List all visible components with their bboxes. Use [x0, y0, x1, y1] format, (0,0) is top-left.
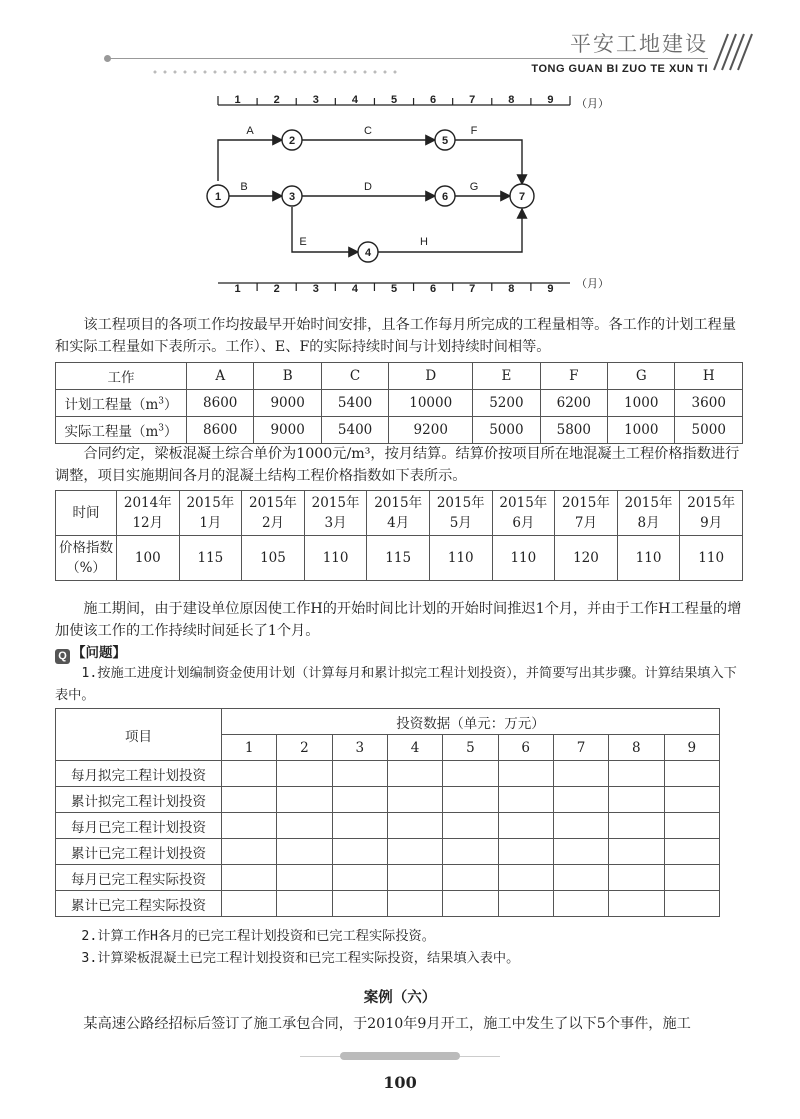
table-row [56, 363, 743, 390]
table-row [56, 417, 743, 444]
investment-empty-cell [553, 761, 608, 787]
index-value-cell: 120 [555, 536, 618, 581]
month-header-cell: 3 [332, 735, 387, 761]
node-label-5: 5 [441, 135, 449, 147]
period-cell [179, 491, 242, 536]
actual-d: 9200 [389, 417, 473, 444]
paragraph-contract: 合同约定，梁板混凝土综合单价为1000元/m³，按月结算。结算价按项目所在地混凝土工程价格指数进行调整，项目实施期间各月的混凝土结构工程价格指数如下表所示。 [55, 446, 740, 484]
node-label-2: 2 [288, 135, 296, 147]
table-row [56, 536, 743, 581]
table-row [56, 709, 720, 735]
investment-empty-cell [277, 761, 332, 787]
planned-label: 计划工程量（m [64, 397, 159, 413]
investment-empty-cell [443, 891, 498, 917]
period-cell [617, 491, 680, 536]
question-3: 3.计算梁板混凝土已完工程计划投资和已完工程实际投资，结果填入表中。 [81, 951, 520, 966]
index-label-cell: 价格指数（%） [56, 536, 117, 581]
header-slash-ornament [706, 30, 756, 72]
investment-empty-cell [277, 787, 332, 813]
investment-empty-cell [664, 761, 720, 787]
investment-row-label: 累计已完工程实际投资 [56, 891, 222, 917]
investment-empty-cell [609, 787, 664, 813]
investment-empty-cell [443, 761, 498, 787]
data-label-cell: 投资数据（单元：万元） [222, 709, 720, 735]
work-col-a: A [187, 363, 254, 390]
table-row [56, 865, 720, 891]
investment-empty-cell [498, 891, 553, 917]
investment-empty-cell [553, 839, 608, 865]
investment-empty-cell [664, 813, 720, 839]
bottom-scale-month-label: 1 [234, 283, 241, 295]
investment-empty-cell [609, 813, 664, 839]
actual-f: 5800 [540, 417, 607, 444]
planned-label-cell [56, 390, 187, 417]
investment-row-label: 每月已完工程计划投资 [56, 813, 222, 839]
investment-row-label: 每月拟完工程计划投资 [56, 761, 222, 787]
footer-ornament [340, 1052, 460, 1060]
activity-label-b: B [240, 181, 248, 193]
period-year: 2015年 [562, 495, 610, 511]
planned-h: 3600 [675, 390, 743, 417]
activity-label-d: D [364, 181, 372, 193]
case-title: 案例（六） [363, 990, 437, 1006]
investment-empty-cell [664, 865, 720, 891]
investment-empty-cell [277, 865, 332, 891]
period-cell [117, 491, 180, 536]
investment-row-label: 每月已完工程实际投资 [56, 865, 222, 891]
investment-empty-cell [222, 891, 277, 917]
actual-h: 5000 [675, 417, 743, 444]
activity-label-e: E [299, 236, 307, 248]
header-title: 平安工地建设 [570, 32, 708, 56]
table-row [56, 891, 720, 917]
top-scale-month-label: 3 [312, 94, 319, 106]
arrow-a [218, 140, 282, 181]
investment-empty-cell [498, 787, 553, 813]
investment-empty-cell [498, 839, 553, 865]
top-scale-unit: （月） [576, 98, 609, 110]
month-header-cell: 5 [443, 735, 498, 761]
investment-empty-cell [443, 839, 498, 865]
investment-empty-cell [332, 865, 387, 891]
investment-empty-cell [222, 865, 277, 891]
top-scale-month-label: 8 [508, 94, 515, 106]
actual-e: 5000 [473, 417, 540, 444]
work-header-cell: 工作 [56, 363, 187, 390]
bottom-scale-unit: （月） [576, 278, 609, 290]
period-year: 2015年 [436, 495, 485, 511]
actual-label-cell [56, 417, 187, 444]
top-scale-month-label: 5 [390, 94, 398, 106]
investment-empty-cell [609, 839, 664, 865]
period-month: 5月 [449, 515, 472, 531]
table-row [56, 839, 720, 865]
index-value-cell: 110 [617, 536, 680, 581]
investment-empty-cell [553, 891, 608, 917]
investment-empty-cell [387, 891, 442, 917]
question-2: 2.计算工作H各月的已完工程计划投资和已完工程实际投资。 [81, 929, 435, 944]
period-year: 2015年 [186, 495, 235, 511]
bottom-scale-month-label: 4 [351, 283, 358, 295]
investment-empty-cell [387, 813, 442, 839]
period-year: 2015年 [249, 495, 297, 511]
node-label-1: 1 [214, 191, 222, 203]
header-dotted-rule [150, 70, 400, 74]
item-label-cell: 项目 [56, 709, 222, 761]
activity-label-g: G [469, 181, 479, 193]
period-year: 2015年 [624, 495, 673, 511]
bottom-scale-month-label: 7 [469, 283, 476, 295]
period-year: 2015年 [499, 495, 548, 511]
period-cell [367, 491, 430, 536]
activity-label-a: A [246, 125, 254, 137]
index-value-cell: 110 [304, 536, 367, 581]
planned-g: 1000 [608, 390, 675, 417]
node-label-6: 6 [441, 191, 449, 203]
activity-label-c: C [364, 125, 372, 137]
table-row [56, 761, 720, 787]
arrow-f [455, 140, 522, 184]
work-col-h: H [675, 363, 743, 390]
index-value-cell: 110 [680, 536, 743, 581]
investment-empty-cell [222, 761, 277, 787]
bottom-scale-month-label: 2 [273, 283, 280, 295]
period-cell [242, 491, 305, 536]
node-label-3: 3 [288, 191, 296, 203]
investment-empty-cell [553, 865, 608, 891]
page-number: 100 [383, 1073, 417, 1092]
question-icon: Q [55, 649, 70, 664]
investment-empty-cell [553, 787, 608, 813]
investment-empty-cell [332, 813, 387, 839]
month-header-cell: 2 [277, 735, 332, 761]
paragraph-delay: 施工期间，由于建设单位原因使工作H的开始时间比计划的开始时间推迟1个月，并由于工作H工程量的增加使该工作的工作持续时间延长了1个月。 [55, 601, 742, 639]
question-1: 1.按施工进度计划编制资金使用计划（计算每月和累计拟完工程计划投资），并简要写出其步骤。计算结果填入下表中。 [55, 666, 737, 703]
top-scale-month-label: 1 [234, 94, 241, 106]
actual-a: 8600 [187, 417, 254, 444]
activity-label-h: H [420, 236, 428, 248]
period-cell [304, 491, 367, 536]
index-value-cell: 110 [492, 536, 555, 581]
time-label-cell: 时间 [56, 491, 117, 536]
planned-b: 9000 [254, 390, 321, 417]
period-month: 3月 [324, 515, 347, 531]
table-row [56, 813, 720, 839]
planned-d: 10000 [389, 390, 473, 417]
work-col-c: C [321, 363, 388, 390]
paragraph-intro: 该工程项目的各项工作均按最早开始时间安排，且各工作每月所完成的工程量相等。各工作的计划工程量和实际工程量如下表所示。工作）、E、F的实际持续时间与计划持续时间相等。 [55, 317, 737, 355]
investment-empty-cell [222, 839, 277, 865]
network-diagram [0, 85, 800, 300]
top-scale-month-label: 9 [547, 94, 554, 106]
bottom-scale-month-label: 6 [430, 283, 437, 295]
investment-empty-cell [387, 787, 442, 813]
investment-empty-cell [664, 891, 720, 917]
top-scale-month-label: 7 [469, 94, 476, 106]
investment-empty-cell [387, 761, 442, 787]
top-scale-month-label: 4 [351, 94, 358, 106]
arrow-h [378, 209, 522, 252]
node-label-4: 4 [364, 247, 372, 259]
investment-empty-cell [332, 761, 387, 787]
investment-empty-cell [443, 813, 498, 839]
table-row [56, 787, 720, 813]
planned-a: 8600 [187, 390, 254, 417]
investment-empty-cell [332, 839, 387, 865]
period-month: 6月 [512, 515, 535, 531]
paragraph-case-intro: 某高速公路经招标后签订了施工承包合同，于2010年9月开工，施工中发生了以下5个事件，施工 [83, 1016, 691, 1032]
period-month: 8月 [637, 515, 660, 531]
planned-f: 6200 [540, 390, 607, 417]
investment-empty-cell [222, 787, 277, 813]
index-value-cell: 115 [179, 536, 242, 581]
index-value-cell: 105 [242, 536, 305, 581]
index-value-cell: 110 [429, 536, 492, 581]
investment-empty-cell [664, 839, 720, 865]
planned-c: 5400 [321, 390, 388, 417]
index-value-cell: 115 [367, 536, 430, 581]
investment-empty-cell [609, 761, 664, 787]
unit-close: ） [164, 424, 178, 440]
month-header-cell: 1 [222, 735, 277, 761]
investment-empty-cell [553, 813, 608, 839]
period-month: 9月 [700, 515, 723, 531]
actual-g: 1000 [608, 417, 675, 444]
period-month: 4月 [387, 515, 410, 531]
period-cell [680, 491, 743, 536]
month-header-cell: 6 [498, 735, 553, 761]
top-scale-month-label: 6 [430, 94, 437, 106]
investment-empty-cell [387, 865, 442, 891]
period-year: 2015年 [374, 495, 423, 511]
work-col-f: F [540, 363, 607, 390]
actual-b: 9000 [254, 417, 321, 444]
period-year: 2015年 [687, 495, 736, 511]
period-cell [492, 491, 555, 536]
month-header-cell: 7 [553, 735, 608, 761]
table-row [56, 491, 743, 536]
investment-empty-cell [277, 813, 332, 839]
activity-label-f: F [470, 125, 478, 137]
investment-row-label: 累计已完工程计划投资 [56, 839, 222, 865]
investment-empty-cell [277, 839, 332, 865]
investment-empty-cell [277, 891, 332, 917]
table-row [56, 390, 743, 417]
investment-empty-cell [443, 787, 498, 813]
top-scale-month-label: 2 [273, 94, 280, 106]
bottom-scale-month-label: 5 [390, 283, 398, 295]
investment-empty-cell [332, 891, 387, 917]
month-header-cell: 8 [609, 735, 664, 761]
investment-row-label: 累计拟完工程计划投资 [56, 787, 222, 813]
investment-empty-cell [222, 813, 277, 839]
period-month: 2月 [261, 515, 285, 531]
investment-empty-cell [609, 891, 664, 917]
index-value-cell: 100 [117, 536, 180, 581]
month-header-cell: 9 [664, 735, 720, 761]
unit-close: ） [164, 397, 178, 413]
unit-sup: 3 [158, 423, 165, 434]
period-month: 1月 [199, 515, 222, 531]
investment-empty-cell [332, 787, 387, 813]
period-cell [429, 491, 492, 536]
work-col-e: E [473, 363, 540, 390]
period-cell [555, 491, 618, 536]
planned-e: 5200 [473, 390, 540, 417]
node-label-7: 7 [518, 191, 526, 203]
period-month: 12月 [132, 515, 164, 531]
investment-empty-cell [387, 839, 442, 865]
investment-empty-cell [664, 787, 720, 813]
bottom-scale-month-label: 9 [547, 283, 554, 295]
investment-table [55, 708, 720, 917]
bottom-scale-month-label: 3 [312, 283, 319, 295]
investment-empty-cell [609, 865, 664, 891]
period-year: 2015年 [311, 495, 360, 511]
actual-c: 5400 [321, 417, 388, 444]
actual-label: 实际工程量（m [64, 424, 159, 440]
work-col-d: D [389, 363, 473, 390]
header-rule [108, 58, 708, 59]
question-heading-text: 【问题】 [72, 645, 126, 661]
price-index-table [55, 490, 743, 581]
work-quantity-table [55, 362, 743, 444]
investment-empty-cell [498, 761, 553, 787]
period-month: 7月 [574, 515, 597, 531]
month-header-cell: 4 [387, 735, 442, 761]
header-subtitle: TONG GUAN BI ZUO TE XUN TI [531, 63, 708, 75]
question-heading [55, 642, 745, 664]
investment-empty-cell [498, 865, 553, 891]
investment-empty-cell [443, 865, 498, 891]
work-col-b: B [254, 363, 321, 390]
period-year: 2014年 [123, 495, 172, 511]
bottom-scale-month-label: 8 [508, 283, 515, 295]
unit-sup: 3 [158, 396, 165, 407]
work-col-g: G [608, 363, 675, 390]
investment-empty-cell [498, 813, 553, 839]
